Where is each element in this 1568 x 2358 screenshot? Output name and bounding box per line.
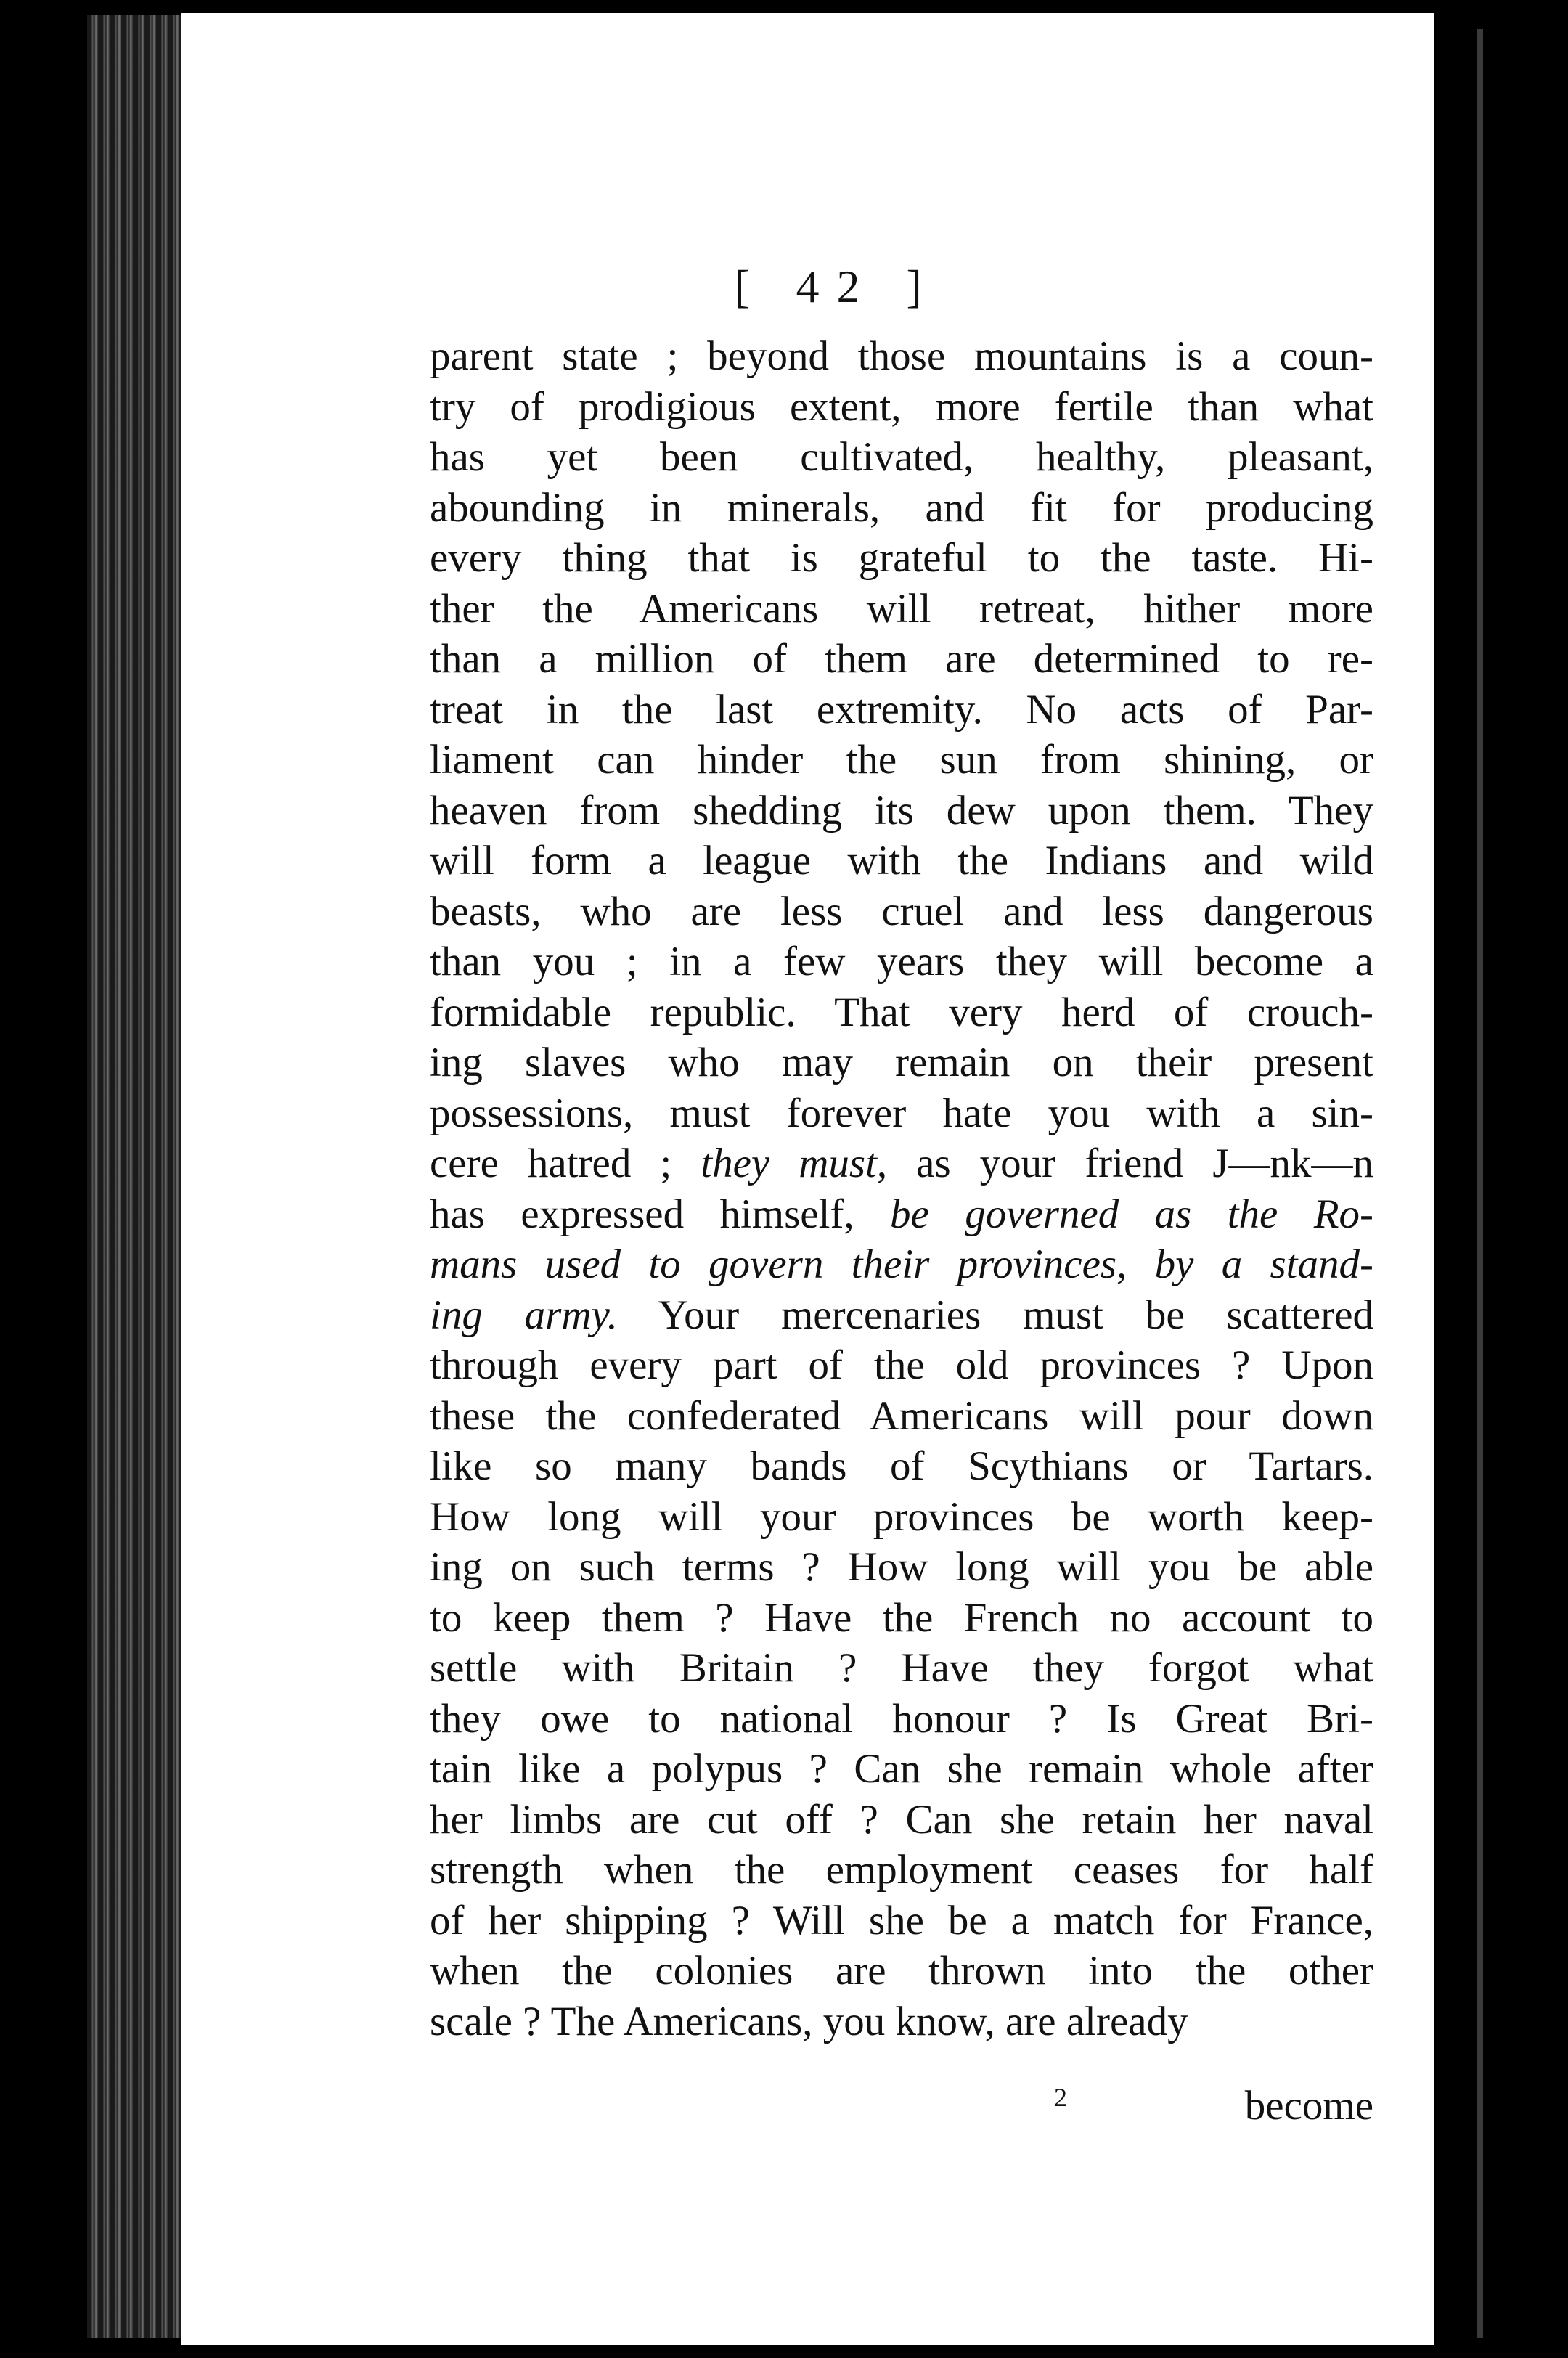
text-line: to keep them ? Have the French no account to <box>430 1594 1373 1641</box>
text-line: settle with Britain ? Have they forgot what <box>430 1645 1373 1691</box>
page-number: [ 42 ] <box>734 261 939 312</box>
catchword: become <box>1244 2083 1373 2129</box>
text-line: ing army. Your mercenaries must be scattered <box>430 1292 1373 1338</box>
text-line: tain like a polypus ? Can she remain whole after <box>430 1746 1373 1792</box>
text-line: abounding in minerals, and fit for producing <box>430 484 1373 531</box>
signature-mark: 2 <box>1054 2083 1067 2112</box>
text-line: ing on such terms ? How long will you be able <box>430 1544 1373 1590</box>
page-sheet <box>181 13 1434 2345</box>
text-line: will form a league with the Indians and wild <box>430 838 1373 884</box>
text-line: cere hatred ; they must, as your friend J—nk—n <box>430 1141 1374 1186</box>
book-binding-edge <box>87 15 189 2338</box>
text-line: than a million of them are determined to re- <box>430 636 1373 682</box>
text-line: than you ; in a few years they will become a <box>430 939 1373 984</box>
text-line: scale ? The Americans, you know, are already <box>430 1998 1188 2044</box>
text-line: when the colonies are thrown into the other <box>430 1948 1373 1994</box>
text-line: ing slaves who may remain on their present <box>430 1040 1373 1085</box>
text-line: every thing that is grateful to the taste. Hi- <box>430 535 1373 581</box>
text-line: possessions, must forever hate you with a sin- <box>430 1090 1373 1136</box>
text-line: through every part of the old provinces ? Upon <box>430 1342 1373 1388</box>
text-line: these the confederated Americans will pour down <box>430 1392 1373 1439</box>
text-line: heaven from shedding its dew upon them. They <box>430 787 1373 833</box>
text-line: of her shipping ? Will she be a match for France, <box>430 1897 1373 1943</box>
body-text <box>430 331 1373 2047</box>
text-line: How long will your provinces be worth keep- <box>430 1493 1373 1540</box>
right-margin <box>1434 0 1568 2358</box>
facing-page-edge <box>1477 29 1483 2338</box>
text-line: strength when the employment ceases for half <box>430 1847 1373 1893</box>
text-line: they owe to national honour ? Is Great Bri- <box>430 1695 1373 1742</box>
text-line: has expressed himself, be governed as the Ro- <box>430 1191 1373 1237</box>
text-line: ther the Americans will retreat, hither more <box>430 585 1373 632</box>
text-line: like so many bands of Scythians or Tartars. <box>430 1443 1373 1489</box>
text-line: try of prodigious extent, more fertile than what <box>430 383 1373 430</box>
text-line: treat in the last extremity. No acts of Par- <box>430 686 1373 733</box>
text-line: liament can hinder the sun from shining, or <box>430 737 1373 783</box>
text-line: formidable republic. That very herd of crouch- <box>430 989 1373 1035</box>
text-line: mans used to govern their provinces, by a stand- <box>430 1241 1373 1287</box>
text-line: beasts, who are less cruel and less dangerous <box>430 888 1373 934</box>
text-line: her limbs are cut off ? Can she retain her naval <box>430 1796 1373 1843</box>
text-line: has yet been cultivated, healthy, pleasant, <box>430 434 1373 480</box>
text-line: parent state ; beyond those mountains is a coun- <box>430 333 1373 379</box>
